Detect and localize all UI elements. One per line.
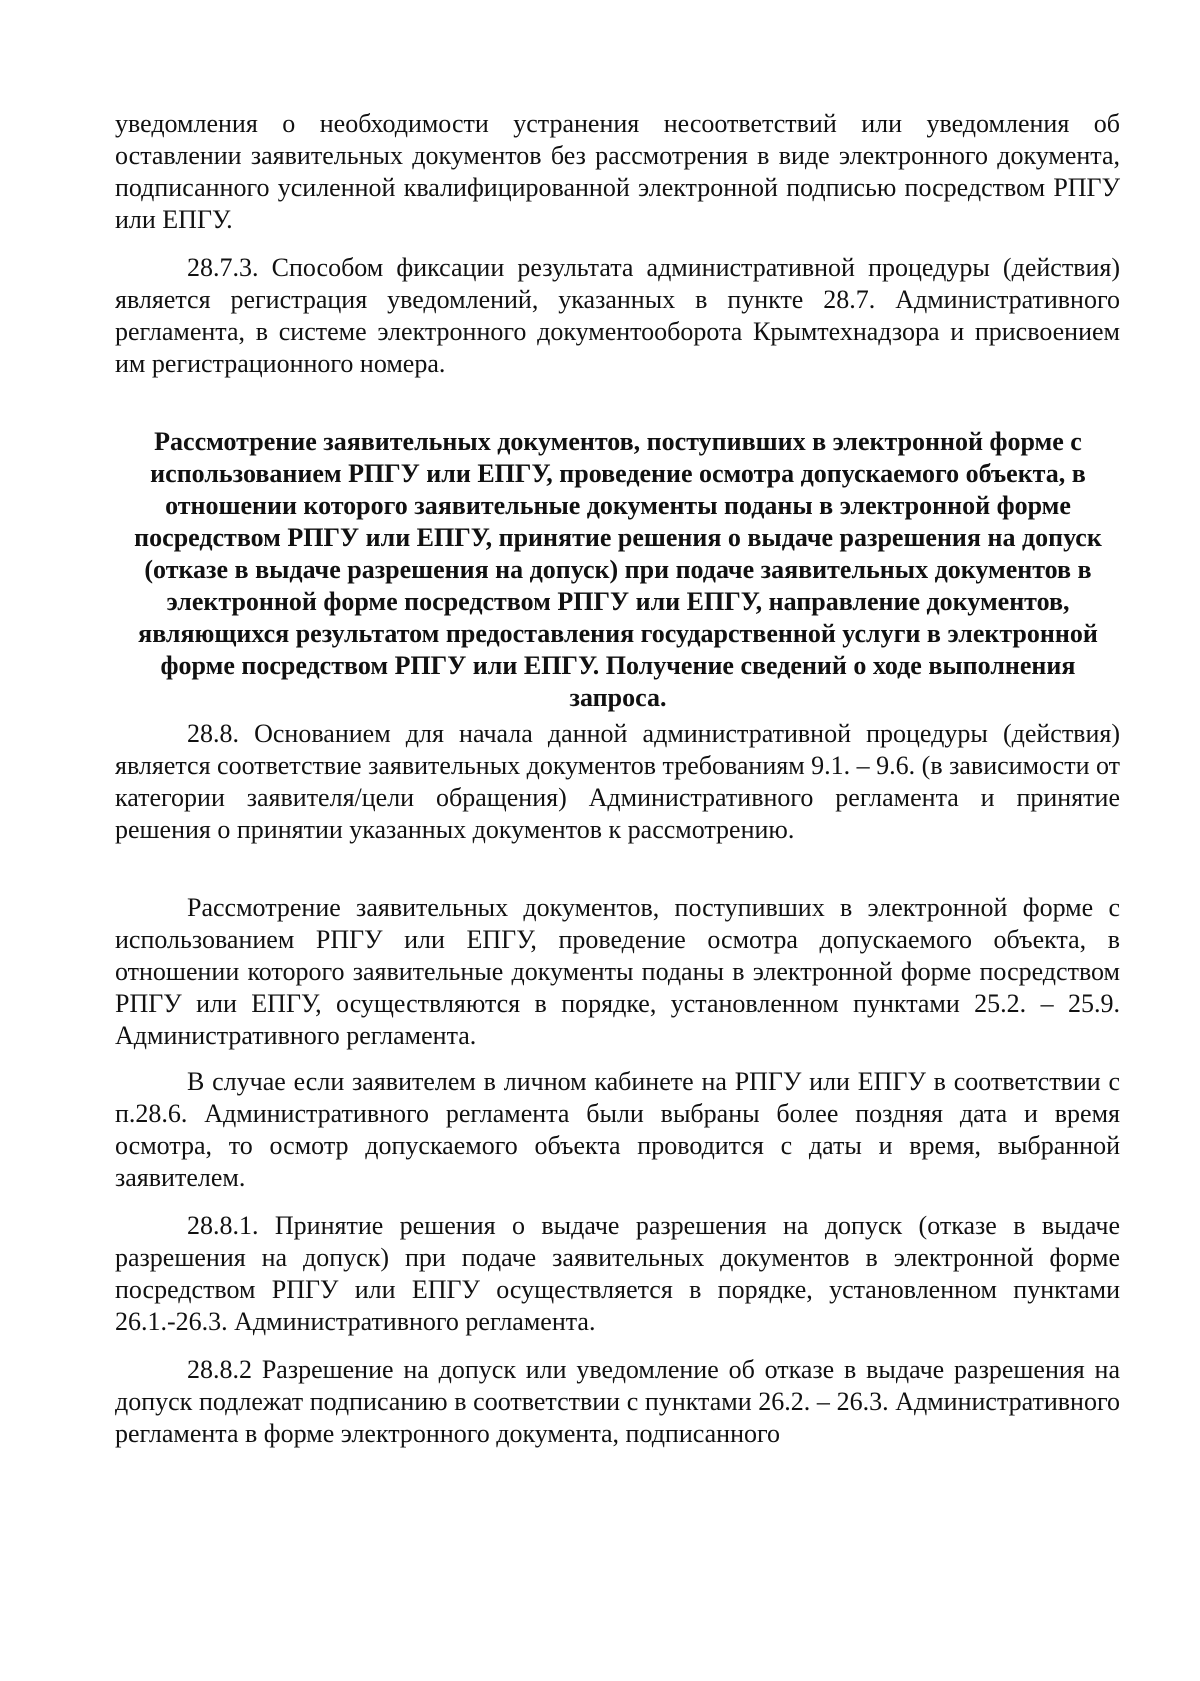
- paragraph-inspection-date: В случае если заявителем в личном кабинете на РПГУ или ЕПГУ в соответствии с п.28.6. Административного регламента были выбраны более поздняя дата и время осмотра, то осмотр допускаемого объекта проводится с даты и время, выбранной заявителем.: [115, 1067, 1120, 1192]
- paragraph-28-8-2: 28.8.2 Разрешение на допуск или уведомление об отказе в выдаче разрешения на допуск подлежат подписанию в соответствии с пунктами 26.2. – 26.3. Административного регламента в форме электронного документа, подписанного: [115, 1355, 1120, 1448]
- paragraph-review-procedure: Рассмотрение заявительных документов, поступивших в электронной форме с использованием РПГУ или ЕПГУ, проведение осмотра допускаемого объекта, в отношении которого заявительные документы поданы в электронной форме посредством РПГУ или ЕПГУ, осуществляются в порядке, установленном пунктами 25.2. – 25.9. Административного регламента.: [115, 893, 1120, 1050]
- paragraph-continuation: уведомления о необходимости устранения несоответствий или уведомления об оставлении заявительных документов без рассмотрения в виде электронного документа, подписанного усиленной квалифицированной электронной подписью посредством РПГУ или ЕПГУ.: [115, 109, 1120, 234]
- paragraph-28-8-1: 28.8.1. Принятие решения о выдаче разрешения на допуск (отказе в выдаче разрешения на допуск) при подаче заявительных документов в электронной форме посредством РПГУ или ЕПГУ осуществляется в порядке, установленном пунктами 26.1.-26.3. Административного регламента.: [115, 1211, 1120, 1336]
- paragraph-28-7-3: 28.7.3. Способом фиксации результата административной процедуры (действия) является регистрация уведомлений, указанных в пункте 28.7. Административного регламента, в системе электронного документооборота Крымтехнадзора и присвоением им регистрационного номера.: [115, 253, 1120, 378]
- section-heading: Рассмотрение заявительных документов, поступивших в электронной форме с использованием РПГУ или ЕПГУ, проведение осмотра допускаемого объекта, в отношении которого заявительные документы поданы в электронной форме посредством РПГУ или ЕПГУ, принятие решения о выдаче разрешения на допуск (отказе в выдаче разрешения на допуск) при подаче заявительных документов в электронной форме посредством РПГУ или ЕПГУ, направление документов, являющихся результатом предоставления государственной услуги в электронной форме посредством РПГУ или ЕПГУ. Получение сведений о ходе выполнения запроса.: [134, 427, 1102, 712]
- paragraph-28-8: 28.8. Основанием для начала данной административной процедуры (действия) является соответствие заявительных документов требованиям 9.1. – 9.6. (в зависимости от категории заявителя/цели обращения) Административного регламента и принятие решения о принятии указанных документов к рассмотрению.: [115, 719, 1120, 844]
